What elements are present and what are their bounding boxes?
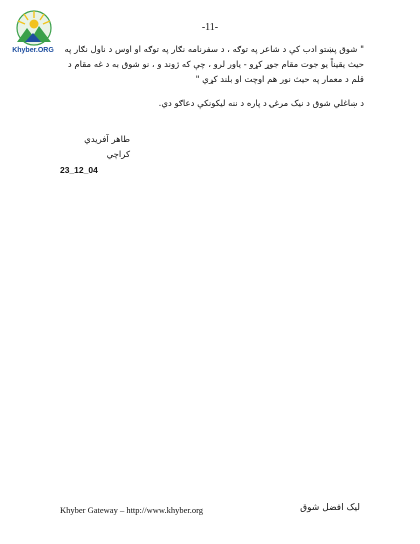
logo-text: Khyber.ORG — [12, 47, 54, 54]
footer-author: ليک افضل شوق — [300, 503, 360, 513]
signature-block — [60, 133, 130, 178]
footer-website: Khyber Gateway – http://www.khyber.org — [60, 505, 204, 515]
signature-date: 23_12_04 — [60, 165, 98, 175]
page-number: -11- — [201, 22, 219, 33]
paragraph-closing: د ښاغلي شوق د نيک مرغۍ د پاره د ننه ليکونکې دعاګو دي. — [158, 99, 364, 109]
signature-city: کراچي — [106, 150, 130, 160]
body-text — [60, 43, 364, 121]
signature-name: طاهر آفريدي — [84, 135, 130, 145]
paragraph-quote: " شوق پښتو ادب کې د شاعر په توګه ، د سفرنامه نګار په توګه او اوس د ناول نګار په حيث يقيناً يو جوت مقام جوړ کړو - ياور لرو ، چې که ژوند و ، نو شوق به د غه مقام د قلم د معمار په حيث نور هم اوچت او بلند کړي " — [64, 45, 364, 85]
